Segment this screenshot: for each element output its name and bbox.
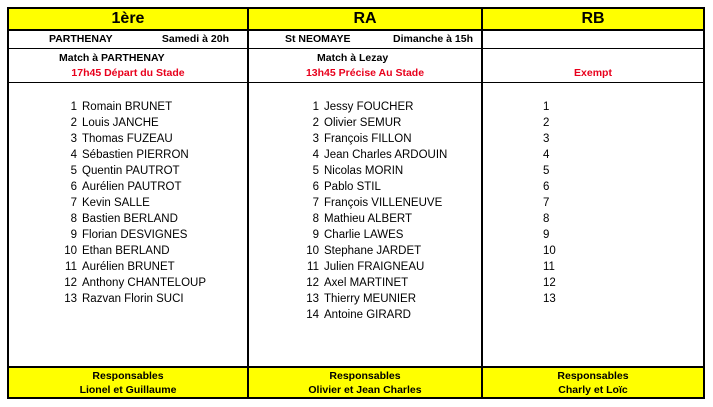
player-name: Razvan Florin SUCI: [82, 293, 184, 305]
match-info: [483, 49, 703, 83]
player-number: 3: [70, 133, 77, 145]
player-number: 8: [70, 213, 77, 225]
player-name: François VILLENEUVE: [324, 197, 443, 209]
player-row: [249, 195, 481, 211]
player-row: [483, 99, 703, 115]
player-row: [483, 147, 703, 163]
player-number: 4: [543, 149, 550, 161]
player-number: 12: [306, 277, 319, 289]
column-ra: [249, 9, 483, 397]
player-row: [483, 115, 703, 131]
player-name: Nicolas MORIN: [324, 165, 404, 177]
match-venue: Match à Lezay: [317, 52, 389, 64]
player-row: [9, 243, 247, 259]
player-name: Louis JANCHE: [82, 117, 159, 129]
player-name: Florian DESVIGNES: [82, 229, 188, 241]
fixture-line: [9, 31, 247, 49]
fixture-line: [483, 31, 703, 49]
footer-names: Lionel et Guillaume: [79, 384, 177, 396]
player-row: [9, 99, 247, 115]
player-name: Stephane JARDET: [324, 245, 422, 257]
player-number: 5: [312, 165, 319, 177]
player-name: Thomas FUZEAU: [82, 133, 173, 145]
player-number: 11: [543, 261, 555, 273]
meeting-time: 13h45 Précise Au Stade: [305, 67, 425, 79]
player-number: 7: [312, 197, 319, 209]
player-name: François FILLON: [324, 133, 412, 145]
player-row: [249, 163, 481, 179]
column-title: RA: [249, 9, 481, 31]
footer-label: Responsables: [557, 370, 629, 382]
match-venue: Match à PARTHENAY: [59, 52, 165, 64]
player-row: [249, 291, 481, 307]
player-number: 13: [64, 293, 77, 305]
player-number: 7: [543, 197, 550, 209]
player-number: 6: [543, 181, 550, 193]
player-number: 4: [70, 149, 77, 161]
player-row: [483, 227, 703, 243]
match-datetime: Samedi à 20h: [161, 33, 229, 45]
player-number: 12: [64, 277, 77, 289]
player-row: [483, 275, 703, 291]
player-number: 6: [312, 181, 319, 193]
player-list: [483, 99, 703, 307]
player-row: [9, 179, 247, 195]
player-number: 5: [70, 165, 77, 177]
player-number: 4: [312, 149, 319, 161]
player-number: 8: [543, 213, 550, 225]
match-datetime: Dimanche à 15h: [393, 33, 473, 45]
player-row: [249, 227, 481, 243]
player-list: [249, 99, 481, 323]
opponent-name: St NEOMAYE: [285, 33, 351, 45]
player-name: Julien FRAIGNEAU: [324, 261, 425, 273]
player-name: Axel MARTINET: [324, 277, 409, 289]
player-number: 9: [543, 229, 550, 241]
player-row: [483, 179, 703, 195]
player-number: 3: [543, 133, 550, 145]
player-number: 1: [70, 101, 77, 113]
column-title: RB: [483, 9, 703, 31]
player-name: Jessy FOUCHER: [324, 101, 414, 113]
player-row: [483, 195, 703, 211]
player-row: [249, 275, 481, 291]
player-number: 5: [543, 165, 550, 177]
player-name: Kevin SALLE: [82, 197, 150, 209]
opponent-name: PARTHENAY: [49, 33, 113, 45]
player-name: Pablo STIL: [324, 181, 381, 193]
player-name: Jean Charles ARDOUIN: [324, 149, 448, 161]
player-number: 14: [306, 309, 319, 321]
player-name: Antoine GIRARD: [324, 309, 411, 321]
player-name: Ethan BERLAND: [82, 245, 170, 257]
player-row: [9, 147, 247, 163]
player-row: [9, 211, 247, 227]
player-name: Olivier SEMUR: [324, 117, 402, 129]
player-number: 13: [306, 293, 319, 305]
player-number: 1: [312, 101, 319, 113]
player-row: [249, 115, 481, 131]
column-rb: [483, 9, 703, 397]
player-row: [249, 147, 481, 163]
column-premiere: [9, 9, 249, 397]
player-number: 2: [70, 117, 77, 129]
player-row: [483, 243, 703, 259]
meeting-time: 17h45 Départ du Stade: [71, 67, 185, 79]
player-number: 13: [543, 293, 556, 305]
player-row: [9, 195, 247, 211]
player-row: [249, 243, 481, 259]
player-number: 8: [312, 213, 319, 225]
player-list: [9, 99, 247, 307]
player-number: 7: [70, 197, 77, 209]
player-row: [9, 259, 247, 275]
player-number: 1: [543, 101, 550, 113]
player-row: [249, 131, 481, 147]
player-number: 2: [312, 117, 319, 129]
player-row: [483, 259, 703, 275]
footer-label: Responsables: [329, 370, 401, 382]
player-number: 6: [70, 181, 77, 193]
player-row: [483, 131, 703, 147]
player-row: [249, 179, 481, 195]
player-name: Quentin PAUTROT: [82, 165, 180, 177]
footer-names: Charly et Loïc: [558, 384, 628, 396]
player-number: 9: [312, 229, 319, 241]
player-name: Thierry MEUNIER: [324, 293, 417, 305]
meeting-time: Exempt: [574, 67, 612, 79]
player-number: 11: [307, 261, 319, 273]
team-sheet: [7, 7, 705, 399]
player-name: Charlie LAWES: [324, 229, 404, 241]
player-row: [9, 291, 247, 307]
player-name: Sébastien PIERRON: [82, 149, 189, 161]
player-name: Mathieu ALBERT: [324, 213, 413, 225]
footer-names: Olivier et Jean Charles: [308, 384, 422, 396]
player-row: [9, 131, 247, 147]
player-row: [9, 163, 247, 179]
player-number: 10: [64, 245, 77, 257]
player-row: [9, 115, 247, 131]
responsables-footer: [483, 366, 703, 397]
fixture-line: [249, 31, 481, 49]
player-number: 2: [543, 117, 550, 129]
match-info: [9, 49, 247, 83]
player-name: Anthony CHANTELOUP: [82, 277, 206, 289]
player-row: [249, 259, 481, 275]
player-number: 10: [306, 245, 319, 257]
player-number: 9: [70, 229, 77, 241]
responsables-footer: [249, 366, 481, 397]
player-row: [249, 211, 481, 227]
player-row: [483, 163, 703, 179]
match-info: [249, 49, 481, 83]
player-name: Aurélien PAUTROT: [82, 181, 182, 193]
column-title: 1ère: [9, 9, 247, 31]
player-row: [483, 211, 703, 227]
player-name: Romain BRUNET: [82, 101, 173, 113]
player-name: Bastien BERLAND: [82, 213, 178, 225]
player-number: 3: [312, 133, 319, 145]
responsables-footer: [9, 366, 247, 397]
player-row: [9, 275, 247, 291]
player-row: [249, 99, 481, 115]
player-row: [483, 291, 703, 307]
player-number: 10: [543, 245, 556, 257]
player-number: 12: [543, 277, 556, 289]
player-row: [249, 307, 481, 323]
player-name: Aurélien BRUNET: [82, 261, 175, 273]
footer-label: Responsables: [92, 370, 164, 382]
player-number: 11: [65, 261, 77, 273]
player-row: [9, 227, 247, 243]
